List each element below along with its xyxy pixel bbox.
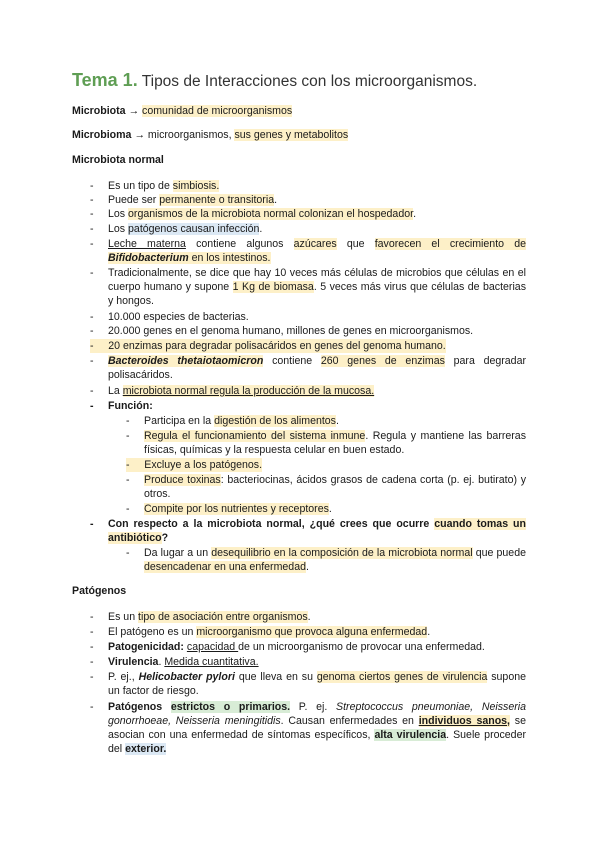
list-item xyxy=(90,670,526,698)
bullet-dash: - xyxy=(90,701,94,713)
text: que puede xyxy=(472,547,526,559)
bullet-dash: - xyxy=(90,208,94,220)
bullet-dash: - xyxy=(90,180,94,192)
text: . Regula y mantiene las barreras físicas, químicas y la respuesta celular en buen estado. xyxy=(144,430,526,456)
list-item xyxy=(90,354,526,382)
highlight: organismos de la microbiota normal colonizan el hospedador xyxy=(128,208,414,220)
text: que xyxy=(336,238,375,250)
section-heading-patogenos: Patógenos xyxy=(72,585,127,597)
bullet-dash: - xyxy=(126,503,130,515)
text: Tradicionalmente, se dice que hay 10 veces más células de microbios que células en el cuerpo humano y supone xyxy=(108,267,526,293)
list-item xyxy=(90,625,526,639)
list-item xyxy=(90,193,526,207)
underlined: capacidad xyxy=(186,641,239,653)
microbioma-definition xyxy=(72,129,348,142)
text: 20 enzimas para degradar polisacáridos en genes del genoma humano. xyxy=(108,340,446,352)
text: de un microorganismo de provocar una enfermedad. xyxy=(238,641,485,653)
bullet-dash: - xyxy=(90,194,94,206)
highlight: microbiota normal regula la producción de la mucosa. xyxy=(122,385,375,397)
bullet-dash: - xyxy=(126,474,130,486)
highlight: permanente o transitoria xyxy=(159,194,275,206)
microbiota-definition xyxy=(72,105,292,118)
microbiota-arrow: → xyxy=(125,105,143,117)
text: contiene xyxy=(263,355,321,367)
text: 10.000 especies de bacterias. xyxy=(108,311,249,323)
text: Los xyxy=(108,223,129,235)
list-item xyxy=(90,179,526,193)
bullet-dash: - xyxy=(90,400,94,412)
highlight xyxy=(126,458,262,472)
bullet-dash: - xyxy=(126,430,130,442)
text: Es un tipo de xyxy=(108,180,173,192)
highlight: Regula el funcionamiento del sistema inmune xyxy=(144,430,366,442)
highlight: digestión de los alimentos xyxy=(214,415,336,427)
list-item xyxy=(90,700,526,756)
highlight: simbiosis. xyxy=(172,180,220,192)
bullet-dash: - xyxy=(90,267,94,279)
text: Da lugar a un xyxy=(144,547,212,559)
text: El patógeno es un xyxy=(108,626,197,638)
list-item xyxy=(90,207,526,221)
text: ? xyxy=(161,532,169,544)
highlight-green: alta virulencia xyxy=(374,729,447,741)
list-item xyxy=(90,237,527,265)
text: para degradar polisacáridos. xyxy=(108,355,526,381)
text: . xyxy=(427,626,431,638)
text: . 5 veces más virus que células de bacterias y hongos. xyxy=(108,281,526,307)
highlight: cuando tomas un antibiótico xyxy=(108,518,526,544)
bullet-dash: - xyxy=(90,325,94,337)
text: contiene algunos xyxy=(185,238,294,250)
bullet-dash: - xyxy=(90,518,94,530)
microbioma-term: Microbioma xyxy=(72,129,132,141)
highlight: genoma ciertos genes de virulencia xyxy=(316,671,488,683)
list-item xyxy=(90,324,526,338)
text: . xyxy=(259,223,263,235)
text: . xyxy=(305,561,309,573)
highlight: favorecen el crecimiento de xyxy=(374,238,527,250)
highlight-green: estrictos o primarios. xyxy=(170,701,291,713)
list-item xyxy=(90,384,526,398)
term: Patogenicidad: xyxy=(108,641,184,653)
text: Función: xyxy=(108,400,153,412)
microbioma-arrow: → microorganismos, xyxy=(131,129,235,141)
species-name: Bifidobacterium xyxy=(108,252,189,264)
text: . Suele proceder del xyxy=(108,729,526,755)
sub-list-item-highlighted xyxy=(126,458,526,472)
sub-list-item xyxy=(126,502,526,516)
list-item-highlighted xyxy=(90,339,526,353)
sub-list-item xyxy=(126,473,526,501)
list-item xyxy=(90,655,526,669)
highlight: Compite por los nutrientes y receptores xyxy=(144,503,329,515)
text: Los xyxy=(108,208,129,220)
list-item xyxy=(90,266,526,308)
highlight: Produce toxinas xyxy=(144,474,221,486)
list-item xyxy=(90,610,526,624)
term: Virulencia xyxy=(108,656,159,668)
bullet-dash: - xyxy=(90,626,94,638)
highlight: desencadenar en una enfermedad xyxy=(144,561,306,573)
term: Patógenos xyxy=(108,701,171,713)
text: Es un xyxy=(108,611,139,623)
text: . xyxy=(307,611,311,623)
text: P. ej. xyxy=(290,701,337,713)
highlight: patógenos causan infección xyxy=(128,223,260,235)
underlined: Leche materna xyxy=(108,238,186,250)
highlight: desequilibrio en la composición de la microbiota normal xyxy=(211,547,473,559)
bullet-dash: - xyxy=(90,611,94,623)
text: . xyxy=(335,415,339,427)
highlight: azúcares xyxy=(293,238,337,250)
bullet-dash: - xyxy=(90,223,94,235)
text: Puede ser xyxy=(108,194,160,206)
title-text: Tipos de Interacciones con los microorganismos. xyxy=(137,73,478,90)
title-number: Tema 1. xyxy=(72,70,138,90)
page-title xyxy=(72,70,477,91)
sub-list-item-answer xyxy=(126,546,526,574)
text: . xyxy=(413,208,417,220)
text: . xyxy=(328,503,332,515)
bullet-dash: - xyxy=(90,355,94,367)
bullet-dash: - xyxy=(126,415,130,427)
microbiota-def: comunidad de microorganismos xyxy=(142,105,293,117)
highlight: microorganismo que provoca alguna enfermedad xyxy=(196,626,428,638)
microbioma-def: sus genes y metabolitos xyxy=(234,129,349,141)
text: P. ej., xyxy=(108,671,139,683)
text: Con respecto a la microbiota normal, ¿qué crees que ocurre xyxy=(108,518,435,530)
bullet-dash: - xyxy=(90,641,94,653)
text: Participa en la xyxy=(144,415,215,427)
text: . xyxy=(158,656,165,668)
text: que lleva en su xyxy=(234,671,317,683)
bullet-dash: - xyxy=(90,671,94,683)
bullet-dash: - xyxy=(90,340,94,352)
highlight-blue: exterior. xyxy=(125,743,167,755)
bullet-dash: - xyxy=(126,459,130,471)
text: . xyxy=(274,194,278,206)
list-item-question xyxy=(90,517,526,545)
bullet-dash: - xyxy=(90,238,94,250)
highlight: tipo de asociación entre organismos xyxy=(138,611,308,623)
list-item xyxy=(90,310,526,324)
text: 20.000 genes en el genoma humano, millones de genes en microorganismos. xyxy=(108,325,474,337)
bullet-dash: - xyxy=(90,311,94,323)
species-name: Helicobacter pylori xyxy=(138,671,235,683)
highlight xyxy=(90,339,446,353)
microbiota-term: Microbiota xyxy=(72,105,126,117)
highlight: 1 Kg de biomasa xyxy=(232,281,314,293)
highlight: 260 genes de enzimas xyxy=(320,355,445,367)
list-item-funcion xyxy=(90,399,526,413)
section-heading-microbiota-normal: Microbiota normal xyxy=(72,154,164,166)
highlight: en los intestinos. xyxy=(188,252,271,264)
species-names: Streptococcus pneumoniae, Neisseria gonorrhoeae, Neisseria meningitidis xyxy=(108,701,526,727)
underlined: Medida cuantitativa. xyxy=(164,656,259,668)
text: La xyxy=(108,385,123,397)
text: se asocian con una enfermedad de síntomas específicos, xyxy=(108,715,526,741)
list-item xyxy=(90,640,526,654)
bullet-dash: - xyxy=(90,385,94,397)
text: supone un factor de riesgo. xyxy=(108,671,526,697)
text: . Causan enfermedades en xyxy=(280,715,419,727)
bullet-dash: - xyxy=(90,656,94,668)
text: Excluye a los patógenos. xyxy=(144,459,263,471)
text: : bacteriocinas, ácidos grasos de cadena corta (p. ej. butirato) y otros. xyxy=(144,474,526,500)
bullet-dash: - xyxy=(126,547,130,559)
sub-list-item xyxy=(126,414,526,428)
highlight: individuos sanos, xyxy=(418,715,511,727)
species-name: Bacteroides thetaiotaomicron xyxy=(108,355,264,367)
sub-list-item xyxy=(126,429,526,457)
list-item xyxy=(90,222,526,236)
